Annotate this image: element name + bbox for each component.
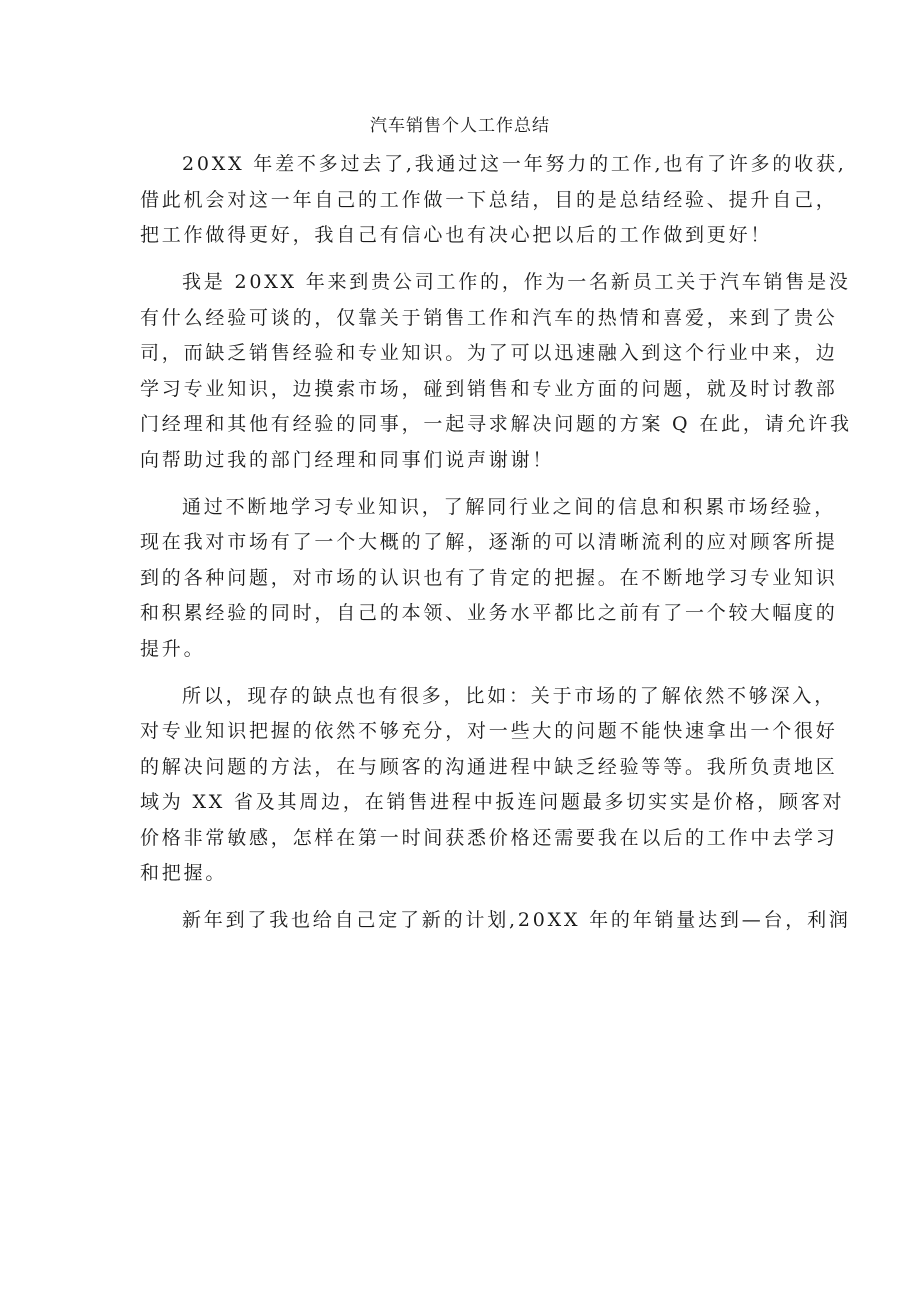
text-line: 我是 20XX 年来到贵公司工作的，作为一名新员工关于汽车销售是没 bbox=[182, 271, 851, 293]
text-line: 价格非常敏感，怎样在第一时间获悉价格还需要我在以后的工作中去学习 bbox=[140, 826, 838, 849]
text-line: 对专业知识把握的依然不够充分，对一些大的问题不能快速拿出一个很好 bbox=[140, 720, 838, 742]
text-line: 的解决问题的方法，在与顾客的沟通进程中缺乏经验等等。我所负责地区 bbox=[140, 755, 838, 778]
text-line: 到的各种问题，对市场的认识也有了肯定的把握。在不断地学习专业知识 bbox=[140, 566, 838, 589]
paragraph-gap bbox=[140, 897, 788, 909]
text-line: 通过不断地学习专业知识，了解同行业之间的信息和积累市场经验， bbox=[182, 495, 837, 518]
text-line: 现在我对市场有了一个大概的了解，逐渐的可以清晰流利的应对顾客所提 bbox=[140, 531, 838, 553]
paragraph-gap bbox=[140, 259, 788, 271]
paragraph bbox=[140, 270, 852, 473]
paragraph-gap bbox=[140, 483, 788, 495]
text-line: 司，而缺乏销售经验和专业知识。为了可以迅速融入到这个行业中来，边 bbox=[140, 342, 838, 364]
paragraph bbox=[140, 684, 845, 887]
document-title: 汽车销售个人工作总结 bbox=[370, 116, 550, 136]
paragraph bbox=[140, 495, 838, 662]
text-line: 提升。 bbox=[140, 637, 206, 660]
document-body bbox=[140, 152, 852, 944]
paragraph-gap bbox=[140, 672, 788, 684]
text-line: 所以，现存的缺点也有很多，比如：关于市场的了解依然不够深入， bbox=[182, 684, 837, 707]
paragraph bbox=[140, 908, 851, 933]
text-line: 和积累经验的同时，自己的本领、业务水平都比之前有了一个较大幅度的 bbox=[140, 602, 838, 624]
text-line: 和把握。 bbox=[140, 862, 228, 884]
text-line: 学习专业知识，边摸索市场，碰到销售和专业方面的问题，就及时讨教部 bbox=[140, 377, 838, 400]
text-line: 域为 XX 省及其周边，在销售进程中扳连问题最多切实实是价格，顾客对 bbox=[140, 791, 845, 813]
text-line: 向帮助过我的部门经理和同事们说声谢谢！ bbox=[140, 448, 555, 471]
text-line: 门经理和其他有经验的同事，一起寻求解决问题的方案 Q 在此，请允许我 bbox=[140, 413, 852, 435]
text-line: 新年到了我也给自己定了新的计划,20XX 年的年销量达到—台，利润 bbox=[182, 909, 851, 931]
text-line: 有什么经验可谈的，仅靠关于销售工作和汽车的热情和喜爱，来到了贵公 bbox=[140, 306, 838, 329]
text-line: 把工作做得更好，我自己有信心也有决心把以后的工作做到更好！ bbox=[140, 224, 773, 246]
text-line: 20XX 年差不多过去了,我通过这一年努力的工作,也有了许多的收获, bbox=[182, 153, 847, 175]
text-line: 借此机会对这一年自己的工作做一下总结，目的是总结经验、提升自己， bbox=[140, 188, 838, 211]
paragraph bbox=[140, 152, 847, 248]
